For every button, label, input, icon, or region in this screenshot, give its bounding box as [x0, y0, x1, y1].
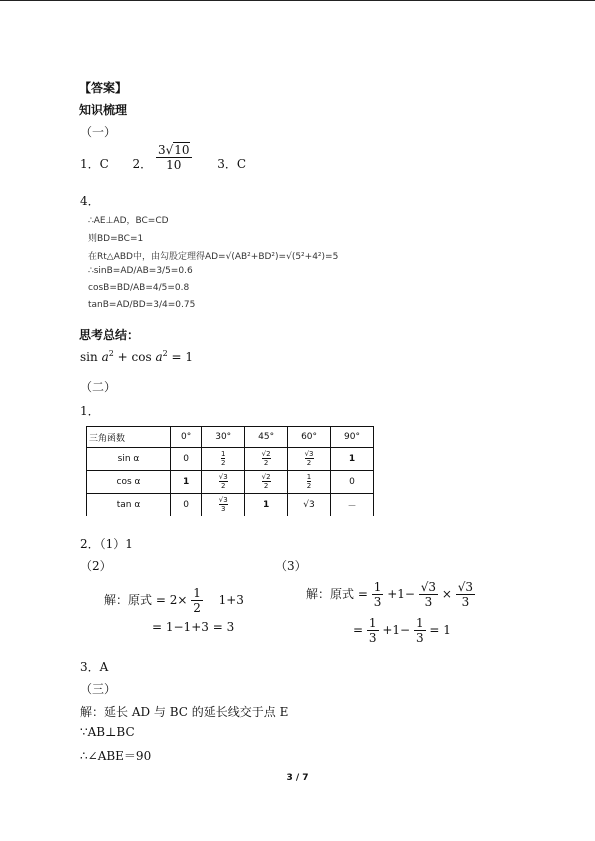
cell-fraction: [219, 496, 228, 513]
q2-num-coef: 3: [157, 143, 166, 157]
table-row: [87, 448, 374, 471]
cell-frac-den: 2: [220, 459, 226, 467]
cell-frac-num: √3: [304, 450, 314, 458]
cell-fraction: [307, 473, 311, 490]
part-three-label: （三）: [80, 682, 117, 696]
table-header: 三角函数: [87, 427, 171, 448]
table-cell: 0: [171, 448, 202, 471]
q1-answer-1: 1．C: [80, 157, 109, 171]
cell-frac-num: √2: [261, 473, 271, 481]
q2-sub3-l2-frac-1: [367, 616, 379, 645]
table-row-label: tan α: [87, 494, 171, 517]
part-two-label: （二）: [80, 380, 117, 394]
cell-fraction: [262, 450, 271, 467]
equals-sign: =: [155, 593, 166, 607]
table-cell: [245, 448, 288, 471]
cell-fraction: [219, 473, 228, 490]
q1-answers: [80, 143, 247, 172]
solution-line-1: 解：延长 AD 与 BC 的延长线交于点 E: [80, 705, 289, 719]
equals-sign: =: [353, 623, 364, 637]
cell-frac-den: 2: [220, 482, 226, 490]
q2-sub3-result: = 1: [429, 623, 451, 637]
table-cell: [245, 471, 288, 494]
q2-sub3-frac-2: [419, 580, 438, 609]
q2-sub2-label: （2）: [80, 559, 112, 573]
q2-sub2-frac-num: 1: [193, 586, 201, 600]
frac-num: √3: [457, 580, 474, 594]
table-header: 60°: [288, 427, 331, 448]
table-header-row: [87, 427, 374, 448]
solve-label: 解：原式: [104, 593, 153, 607]
cell-fraction: [221, 450, 225, 467]
identity-var-2: a: [155, 350, 163, 364]
cell-frac-num: √3: [218, 473, 228, 481]
q2-fraction: $\frac{3√10}{10}$: [157, 143, 190, 172]
table-cell: 1: [245, 494, 288, 517]
q4-line-6: tanB=AD/BD=3/4=0.75: [88, 300, 196, 310]
identity-exp-1: 2: [108, 349, 114, 358]
q2-sub3-line-1: [306, 580, 475, 609]
frac-den: 3: [424, 595, 433, 609]
q3-answer: 3．A: [80, 660, 109, 674]
q2-num-radicand: 10: [174, 143, 190, 157]
cell-frac-num: 1: [220, 450, 226, 458]
identity-cos: cos: [131, 350, 152, 364]
part-one-label: （一）: [80, 125, 117, 139]
q2-prefix: 2．: [132, 157, 153, 171]
cell-frac-den: 2: [263, 482, 269, 490]
cell-fraction: [262, 473, 271, 490]
q2-denominator: 10: [166, 158, 182, 172]
table-cell: 0: [331, 471, 374, 494]
table-cell: 1: [331, 448, 374, 471]
frac-den: 3: [461, 595, 470, 609]
table-cell: [202, 471, 245, 494]
cell-frac-den: 2: [306, 459, 312, 467]
identity-plus: +: [117, 350, 128, 364]
q2-sub2-line-2: = 1−1+3 = 3: [152, 620, 235, 634]
identity-equals: = 1: [171, 350, 194, 364]
trig-values-table: [86, 426, 374, 516]
identity-var-1: a: [101, 350, 109, 364]
times-sign: ×: [441, 587, 452, 601]
table-label: 1．: [80, 404, 100, 418]
trig-identity: [80, 349, 193, 364]
identity-sin: sin: [80, 350, 98, 364]
cell-frac-num: √3: [218, 496, 228, 504]
table-row-label: sin α: [87, 448, 171, 471]
solution-line-2: ∵AB⊥BC: [80, 725, 135, 739]
frac-num: 1: [415, 616, 424, 630]
page-number: 3 / 7: [286, 773, 309, 783]
q2-sub2-fraction: [191, 586, 203, 615]
frac-num: 1: [368, 616, 377, 630]
q4-line-5: cosB=BD/AB=4/5=0.8: [88, 283, 190, 293]
solve-label: 解：原式: [306, 587, 355, 601]
q2-label: 2．（1）1: [80, 537, 133, 551]
table-cell: 1: [171, 471, 202, 494]
top-rule: [0, 0, 595, 1]
table-header: 45°: [245, 427, 288, 448]
cell-frac-num: √2: [261, 450, 271, 458]
cell-fraction: [305, 450, 314, 467]
q4-label: 4．: [80, 194, 100, 208]
equals-sign: =: [357, 587, 368, 601]
q4-line-2: 则BD=BC=1: [88, 234, 144, 244]
frac-den: 3: [373, 595, 382, 609]
table-header: 90°: [331, 427, 374, 448]
table-row: [87, 471, 374, 494]
table-cell: [288, 448, 331, 471]
table-header: 30°: [202, 427, 245, 448]
frac-den: 3: [368, 631, 377, 645]
cell-frac-num: 1: [306, 473, 312, 481]
table-header: 0°: [171, 427, 202, 448]
q2-sub3-l2-frac-2: [414, 616, 426, 645]
q2-sub3-line-2: [353, 616, 451, 645]
table-cell: √3: [288, 494, 331, 517]
cell-frac-den: 2: [306, 482, 312, 490]
summary-title: 思考总结：: [79, 328, 140, 342]
q4-line-3: 在Rt△ABD中，由勾股定理得AD=√(AB²+BD²)=√(5²+4²)=5: [88, 252, 339, 262]
q4-line-4: ∴sinB=AD/AB=3/5=0.6: [88, 266, 193, 276]
frac-num: 1: [373, 580, 382, 594]
cell-frac-den: 2: [263, 459, 269, 467]
table-cell: [202, 494, 245, 517]
identity-exp-2: 2: [162, 349, 168, 358]
q2-sub3-frac-1: [372, 580, 384, 609]
frac-num: √3: [420, 580, 437, 594]
table-row: [87, 494, 374, 517]
solution-line-3: ∴∠ABE＝90: [80, 749, 152, 763]
table-cell: [202, 448, 245, 471]
q1-answer-3: 3．C: [217, 157, 247, 171]
q2-sub3-frac-3: [456, 580, 475, 609]
q2-sub2-line-1: [104, 586, 244, 615]
table-row-label: cos α: [87, 471, 171, 494]
answer-header: 【答案】: [79, 81, 128, 95]
table-cell: 0: [171, 494, 202, 517]
cell-frac-den: 3: [220, 505, 226, 513]
q2-sub3-l2-mid: +1−: [382, 623, 411, 637]
q2-sub2-term-a: 2×: [169, 593, 188, 607]
q2-sub2-term-b: 1+3: [218, 593, 244, 607]
section-title: 知识梳理: [79, 103, 128, 117]
q2-sub2-frac-den: 2: [193, 601, 201, 615]
frac-den: 3: [415, 631, 424, 645]
q2-sub3-label: （3）: [275, 559, 307, 573]
table-cell: [288, 471, 331, 494]
table-cell: －: [331, 494, 374, 517]
q4-line-1: ∴AE⊥AD，BC=CD: [88, 216, 169, 226]
q2-sub3-mid: +1−: [387, 587, 415, 601]
